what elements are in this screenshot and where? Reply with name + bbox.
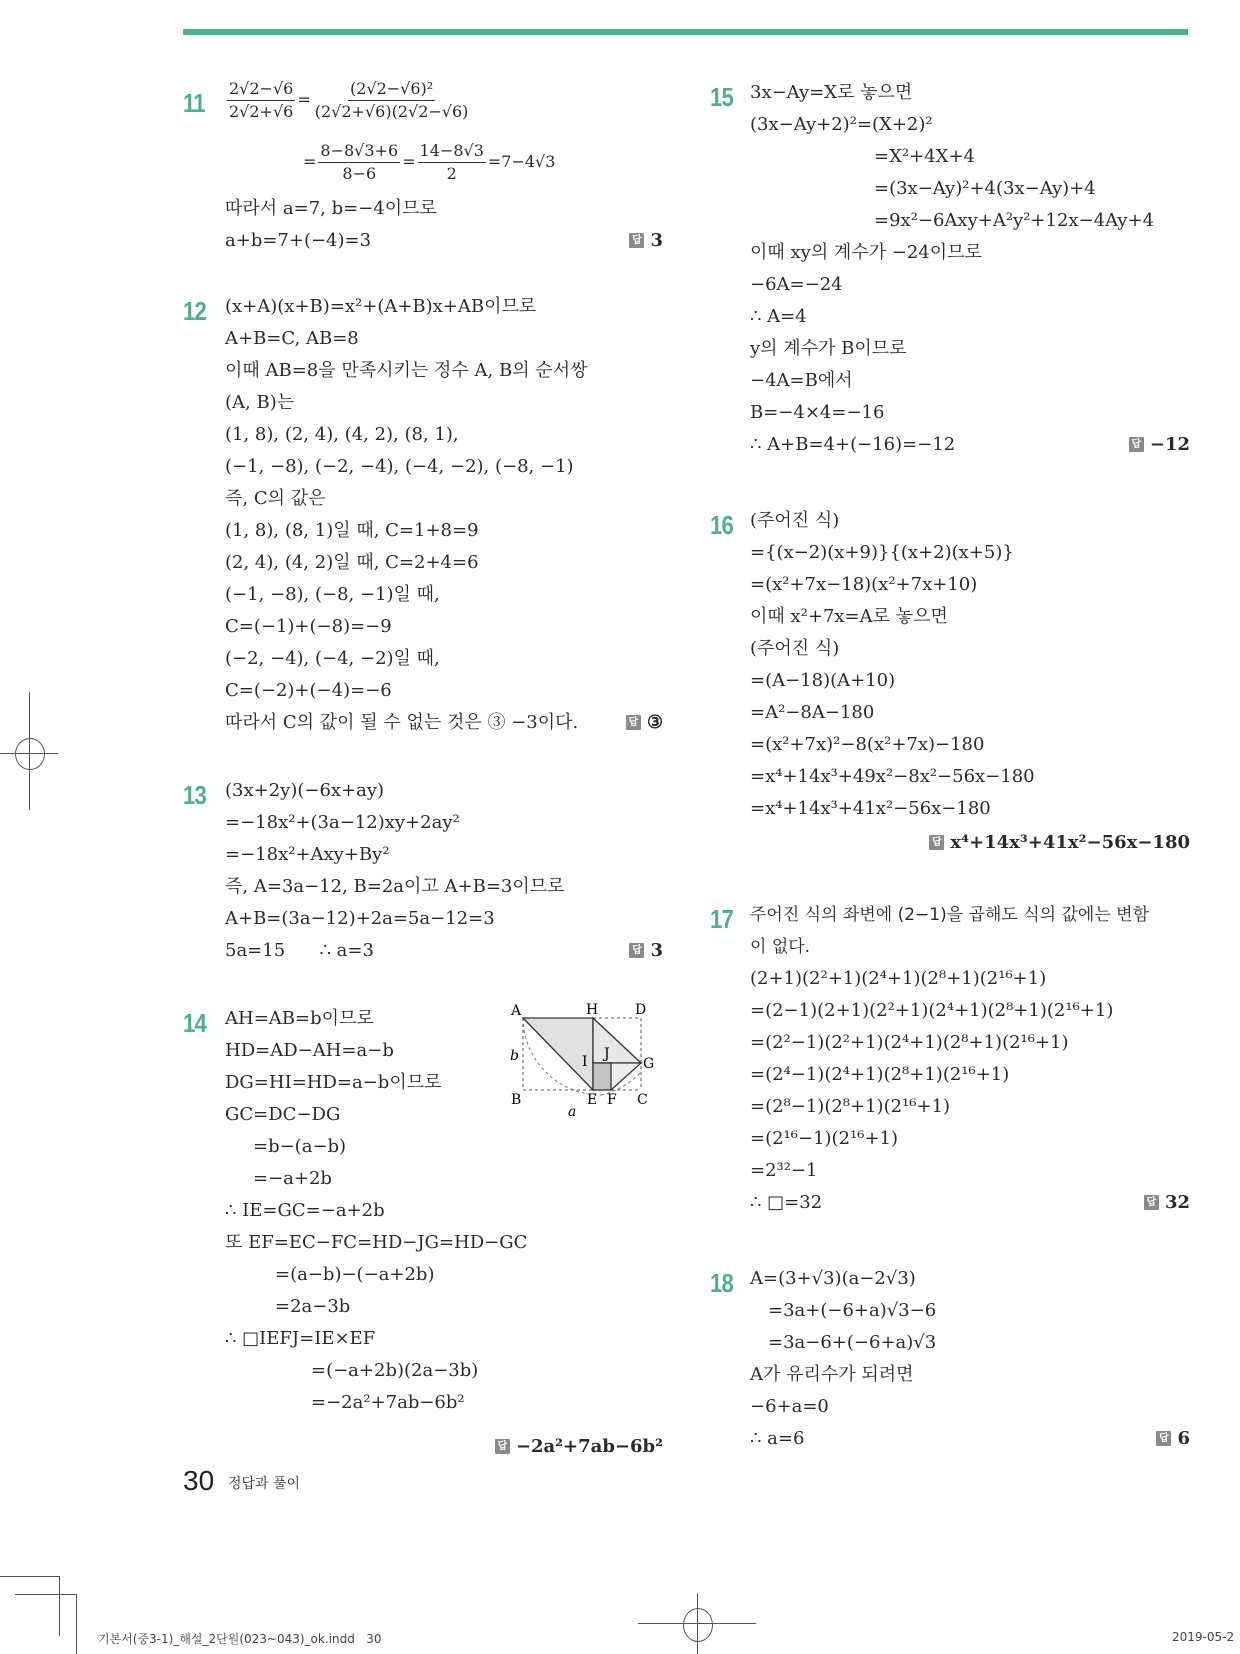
solution-line: 즉, A=3a−12, B=2a이고 A+B=3이므로 — [225, 876, 565, 897]
svg-text:G: G — [643, 1056, 655, 1072]
solution-line: B=−4×4=−16 — [750, 402, 885, 423]
slug-date: 2019-05-2 — [1172, 1630, 1235, 1644]
solution-line: GC=DC−DG — [225, 1104, 341, 1125]
solution-line: (주어진 식) — [750, 510, 840, 531]
svg-text:D: D — [635, 1002, 647, 1018]
svg-text:H: H — [586, 1002, 599, 1018]
svg-text:b: b — [510, 1048, 519, 1064]
svg-text:A: A — [511, 1003, 522, 1019]
solution-line: ∴ □=32 — [750, 1192, 823, 1213]
solution-line: 따라서 C의 값이 될 수 없는 것은 ③ −3이다. — [225, 712, 579, 733]
problem-number: 15 — [710, 82, 733, 112]
slug-filename: 기본서(중3-1)_해설_2단원(023~043)_ok.indd 30 — [98, 1632, 382, 1646]
solution-line: =(a−b)−(−a+2b) — [275, 1264, 435, 1285]
solution-line: =3a+(−6+a)√3−6 — [768, 1300, 937, 1321]
solution-line: =(3x−Ay)²+4(3x−Ay)+4 — [874, 178, 1096, 199]
solution-line: (2, 4), (4, 2)일 때, C=2+4=6 — [225, 552, 479, 573]
svg-text:a: a — [568, 1104, 577, 1120]
svg-text:B: B — [511, 1092, 522, 1108]
solution-line: =(2¹⁶−1)(2¹⁶+1) — [750, 1128, 899, 1149]
equation-line: = $\frac{8-8√3+6}{8-6}$ = $\frac{14-8√3}{2}$ =7−4√3 — [303, 141, 556, 183]
solution-line: 이 없다. — [750, 937, 811, 957]
answer: 답 x⁴+14x³+41x²−56x−180 — [929, 832, 1190, 853]
answer: 답 3 — [629, 230, 663, 251]
header-rule — [183, 29, 1188, 35]
solution-line: =2³²−1 — [750, 1160, 818, 1181]
solution-line: =A²−8A−180 — [750, 702, 875, 723]
solution-line: y의 계수가 B이므로 — [750, 338, 907, 359]
solution-line: 이때 AB=8을 만족시키는 정수 A, B의 순서쌍 — [225, 360, 588, 381]
footer-label: 정답과 풀이 — [228, 1476, 301, 1492]
solution-line: =−2a²+7ab−6b² — [311, 1392, 465, 1413]
solution-line: C=(−1)+(−8)=−9 — [225, 616, 392, 637]
fraction: $\frac{\text{(2√2−√6)²}}{(2√2+√6)(2√2-√6)}$ — [314, 79, 469, 121]
svg-text:F: F — [607, 1092, 617, 1108]
solution-line: =(2²−1)(2²+1)(2⁴+1)(2⁸+1)(2¹⁶+1) — [750, 1032, 1069, 1053]
solution-line: HD=AD−AH=a−b — [225, 1040, 394, 1061]
solution-line: =X²+4X+4 — [874, 146, 975, 167]
answer-icon: 답 — [929, 835, 944, 850]
solution-line: =(x²+7x−18)(x²+7x+10) — [750, 574, 978, 595]
solution-line: A=(3+√3)(a−2√3) — [750, 1268, 916, 1289]
answer-icon: 답 — [1156, 1431, 1171, 1446]
problem-number: 13 — [183, 780, 206, 810]
answer: 답 ③ — [626, 712, 663, 733]
solution-line: =3a−6+(−6+a)√3 — [768, 1332, 937, 1353]
solution-line: (−1, −8), (−2, −4), (−4, −2), (−8, −1) — [225, 456, 574, 477]
solution-line: ={(x−2)(x+9)}{(x+2)(x+5)} — [750, 542, 1014, 563]
solution-line: 이때 x²+7x=A로 놓으면 — [750, 606, 948, 627]
solution-line: A가 유리수가 되려면 — [750, 1364, 914, 1385]
answer: 답 −12 — [1129, 434, 1190, 455]
solution-line: (1, 8), (2, 4), (4, 2), (8, 1), — [225, 424, 459, 445]
solution-line: =b−(a−b) — [253, 1136, 347, 1157]
solution-line: (주어진 식) — [750, 638, 840, 659]
solution-line: =(−a+2b)(2a−3b) — [311, 1360, 479, 1381]
solution-line: (A, B)는 — [225, 392, 295, 413]
solution-line: AH=AB=b이므로 — [225, 1008, 374, 1029]
svg-text:I: I — [582, 1054, 588, 1070]
solution-line: =−18x²+Axy+By² — [225, 844, 390, 865]
solution-line: ∴ □IEFJ=IE×EF — [225, 1328, 376, 1349]
problem-number: 11 — [183, 88, 205, 118]
svg-text:C: C — [637, 1092, 648, 1108]
answer-icon: 답 — [626, 715, 641, 730]
solution-line: =x⁴+14x³+41x²−56x−180 — [750, 798, 991, 819]
solution-line: (3x+2y)(−6x+ay) — [225, 780, 385, 801]
solution-line: A+B=C, AB=8 — [225, 328, 359, 349]
solution-line: =(2−1)(2+1)(2²+1)(2⁴+1)(2⁸+1)(2¹⁶+1) — [750, 1000, 1114, 1021]
solution-line: (3x−Ay+2)²=(X+2)² — [750, 114, 933, 135]
solution-line: =(A−18)(A+10) — [750, 670, 896, 691]
answer-icon: 답 — [629, 943, 644, 958]
svg-text:J: J — [604, 1046, 610, 1062]
solution-line: a+b=7+(−4)=3 — [225, 230, 372, 251]
solution-line: =9x²−6Axy+A²y²+12x−4Ay+4 — [874, 210, 1155, 231]
solution-line: ∴ A=4 — [750, 306, 807, 327]
solution-line: (−2, −4), (−4, −2)일 때, — [225, 648, 440, 669]
problem-number: 18 — [710, 1268, 733, 1298]
solution-line: ∴ a=6 — [750, 1428, 805, 1449]
solution-line: 5a=15 ∴ a=3 — [225, 940, 374, 961]
solution-line: 이때 xy의 계수가 −24이므로 — [750, 242, 982, 263]
answer: 답 3 — [629, 940, 663, 961]
solution-line: (1, 8), (8, 1)일 때, C=1+8=9 — [225, 520, 479, 541]
fraction: $\frac{2√2-√6}{2√2+√6}$ — [229, 79, 294, 121]
solution-line: A+B=(3a−12)+2a=5a−12=3 — [225, 908, 495, 929]
fraction: $\frac{8-8√3+6}{8-6}$ — [320, 141, 399, 183]
fraction: $\frac{14-8√3}{2}$ — [419, 141, 484, 183]
solution-line: =2a−3b — [275, 1296, 351, 1317]
problem-number: 14 — [183, 1008, 206, 1038]
answer: 답 −2a²+7ab−6b² — [495, 1436, 663, 1457]
svg-text:E: E — [587, 1092, 598, 1108]
page-number: 30 — [183, 1465, 215, 1496]
answer-icon: 답 — [1129, 437, 1144, 452]
answer: 답 6 — [1156, 1428, 1190, 1449]
solution-line: −6A=−24 — [750, 274, 843, 295]
problem-number: 17 — [710, 904, 733, 934]
answer-icon: 답 — [1144, 1195, 1159, 1210]
solution-line: (−1, −8), (−8, −1)일 때, — [225, 584, 440, 605]
solution-line: DG=HI=HD=a−b이므로 — [225, 1072, 442, 1093]
problem-number: 16 — [710, 510, 733, 540]
problem-number: 12 — [183, 296, 206, 326]
solution-line: =x⁴+14x³+49x²−8x²−56x−180 — [750, 766, 1035, 787]
solution-line: (2+1)(2²+1)(2⁴+1)(2⁸+1)(2¹⁶+1) — [750, 968, 1047, 989]
solution-line: −4A=B에서 — [750, 370, 853, 391]
answer-icon: 답 — [495, 1439, 510, 1454]
solution-line: 주어진 식의 좌변에 (2−1)을 곱해도 식의 값에는 변함 — [750, 905, 1149, 925]
answer: 답 32 — [1144, 1192, 1190, 1213]
solution-line: 즉, C의 값은 — [225, 488, 326, 509]
solution-line: 따라서 a=7, b=−4이므로 — [225, 198, 437, 219]
solution-line: (x+A)(x+B)=x²+(A+B)x+AB이므로 — [225, 296, 537, 317]
answer-icon: 답 — [629, 233, 644, 248]
solution-line: =(2⁴−1)(2⁴+1)(2⁸+1)(2¹⁶+1) — [750, 1064, 1010, 1085]
solution-line: =(2⁸−1)(2⁸+1)(2¹⁶+1) — [750, 1096, 951, 1117]
solution-line: =(x²+7x)²−8(x²+7x)−180 — [750, 734, 985, 755]
solution-line: ∴ IE=GC=−a+2b — [225, 1200, 385, 1221]
geometry-figure — [508, 1000, 658, 1130]
solution-line: C=(−2)+(−4)=−6 — [225, 680, 392, 701]
solution-line: 또 EF=EC−FC=HD−JG=HD−GC — [225, 1232, 528, 1253]
solution-line: −6+a=0 — [750, 1396, 829, 1417]
equation-line: $\frac{2√2-√6}{2√2+√6}$ = $\frac{\text{(2√2−√6)²}}{(2√2+√6)(2√2-√6)}$ — [229, 79, 469, 121]
solution-line: 3x−Ay=X로 놓으면 — [750, 82, 913, 103]
solution-line: =−a+2b — [253, 1168, 332, 1189]
solution-line: =−18x²+(3a−12)xy+2ay² — [225, 812, 460, 833]
solution-line: ∴ A+B=4+(−16)=−12 — [750, 434, 956, 455]
